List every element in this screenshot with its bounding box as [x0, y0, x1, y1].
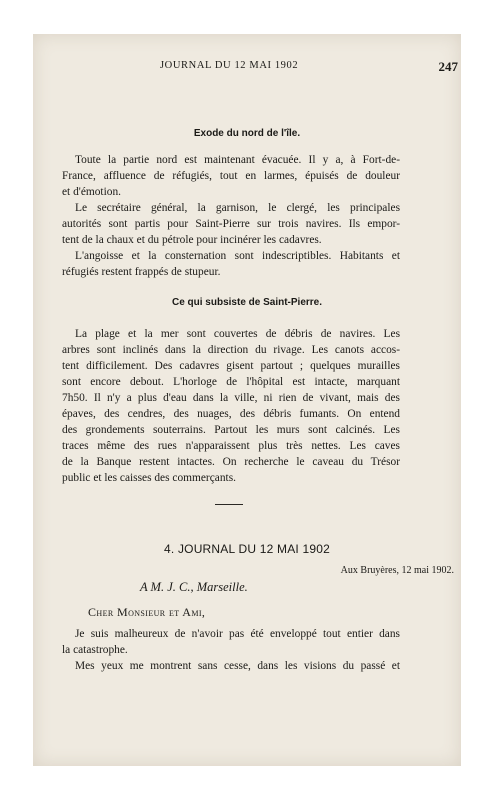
- text-line: L'angoisse et la consternation sont indescriptibles. Habitants et: [75, 250, 400, 262]
- text-line: Mes yeux me montrent sans cesse, dans les visions du passé et: [75, 660, 400, 672]
- text-line: France, affluence de réfugiés, tout en larmes, épuisés de douleur: [62, 170, 400, 182]
- text-line: Je suis malheureux de n'avoir pas été enveloppé tout entier dans: [75, 628, 400, 640]
- text-line: épaves, des cendres, des nuages, des débris fumants. On entend: [62, 408, 400, 420]
- page-number: 247: [438, 59, 458, 74]
- section-heading-exode: Exode du nord de l'île.: [193, 128, 301, 139]
- paragraph: [62, 326, 400, 486]
- text-line: Toute la partie nord est maintenant évacuée. Il y a, à Fort-de-: [75, 154, 400, 166]
- letter-salutation: Cher Monsieur et Ami,: [88, 605, 206, 619]
- page-header: [42, 60, 458, 74]
- letter-addressee: A M. J. C., Marseille.: [140, 580, 248, 594]
- text-line: de la Banque restent intactes. On recherche le caveau du Trésor: [62, 456, 400, 468]
- text-line: des grondements souterrains. Partout les murs sont calcinés. Les: [62, 424, 400, 436]
- paragraph: [62, 200, 400, 248]
- text-line: la catastrophe.: [62, 644, 128, 656]
- text-line: autorités sont partis pour Saint-Pierre sur trois navires. Ils empor-: [62, 218, 400, 230]
- text-line: public et les caisses des commerçants.: [62, 472, 236, 484]
- text-line: Le secrétaire général, la garnison, le clergé, les principales: [75, 202, 400, 214]
- text-line: réfugiés restent frappés de stupeur.: [62, 266, 221, 278]
- running-title: JOURNAL DU 12 MAI 1902: [160, 60, 299, 71]
- paragraph: [62, 248, 400, 280]
- paragraph: [75, 658, 400, 674]
- text-line: et d'émotion.: [62, 186, 121, 198]
- letter-title: 4. JOURNAL DU 12 MAI 1902: [164, 542, 330, 556]
- text-line: sont encore debout. L'horloge de l'hôpital est intacte, marquant: [62, 376, 400, 388]
- text-line: traces même des rues n'apparaissent plus très nettes. Les caves: [62, 440, 400, 452]
- text-line: La plage et la mer sont couvertes de débris de navires. Les: [75, 328, 400, 340]
- section-divider: [215, 504, 243, 505]
- text-line: 7h50. Il n'y a plus d'eau dans la ville, ni rien de vivant, mais des: [62, 392, 400, 404]
- letter-date: Aux Bruyères, 12 mai 1902.: [340, 565, 454, 576]
- text-line: tent difficilement. Des cadavres gisent partout ; quelques murailles: [62, 360, 400, 372]
- paragraph: [62, 152, 400, 200]
- section-heading-saint-pierre: Ce qui subsiste de Saint-Pierre.: [171, 297, 323, 308]
- paragraph: [62, 626, 400, 658]
- text-line: arbres sont inclinés dans la direction du rivage. Les canots accos-: [62, 344, 400, 356]
- text-line: tent de la chaux et du pétrole pour incinérer les cadavres.: [62, 234, 322, 246]
